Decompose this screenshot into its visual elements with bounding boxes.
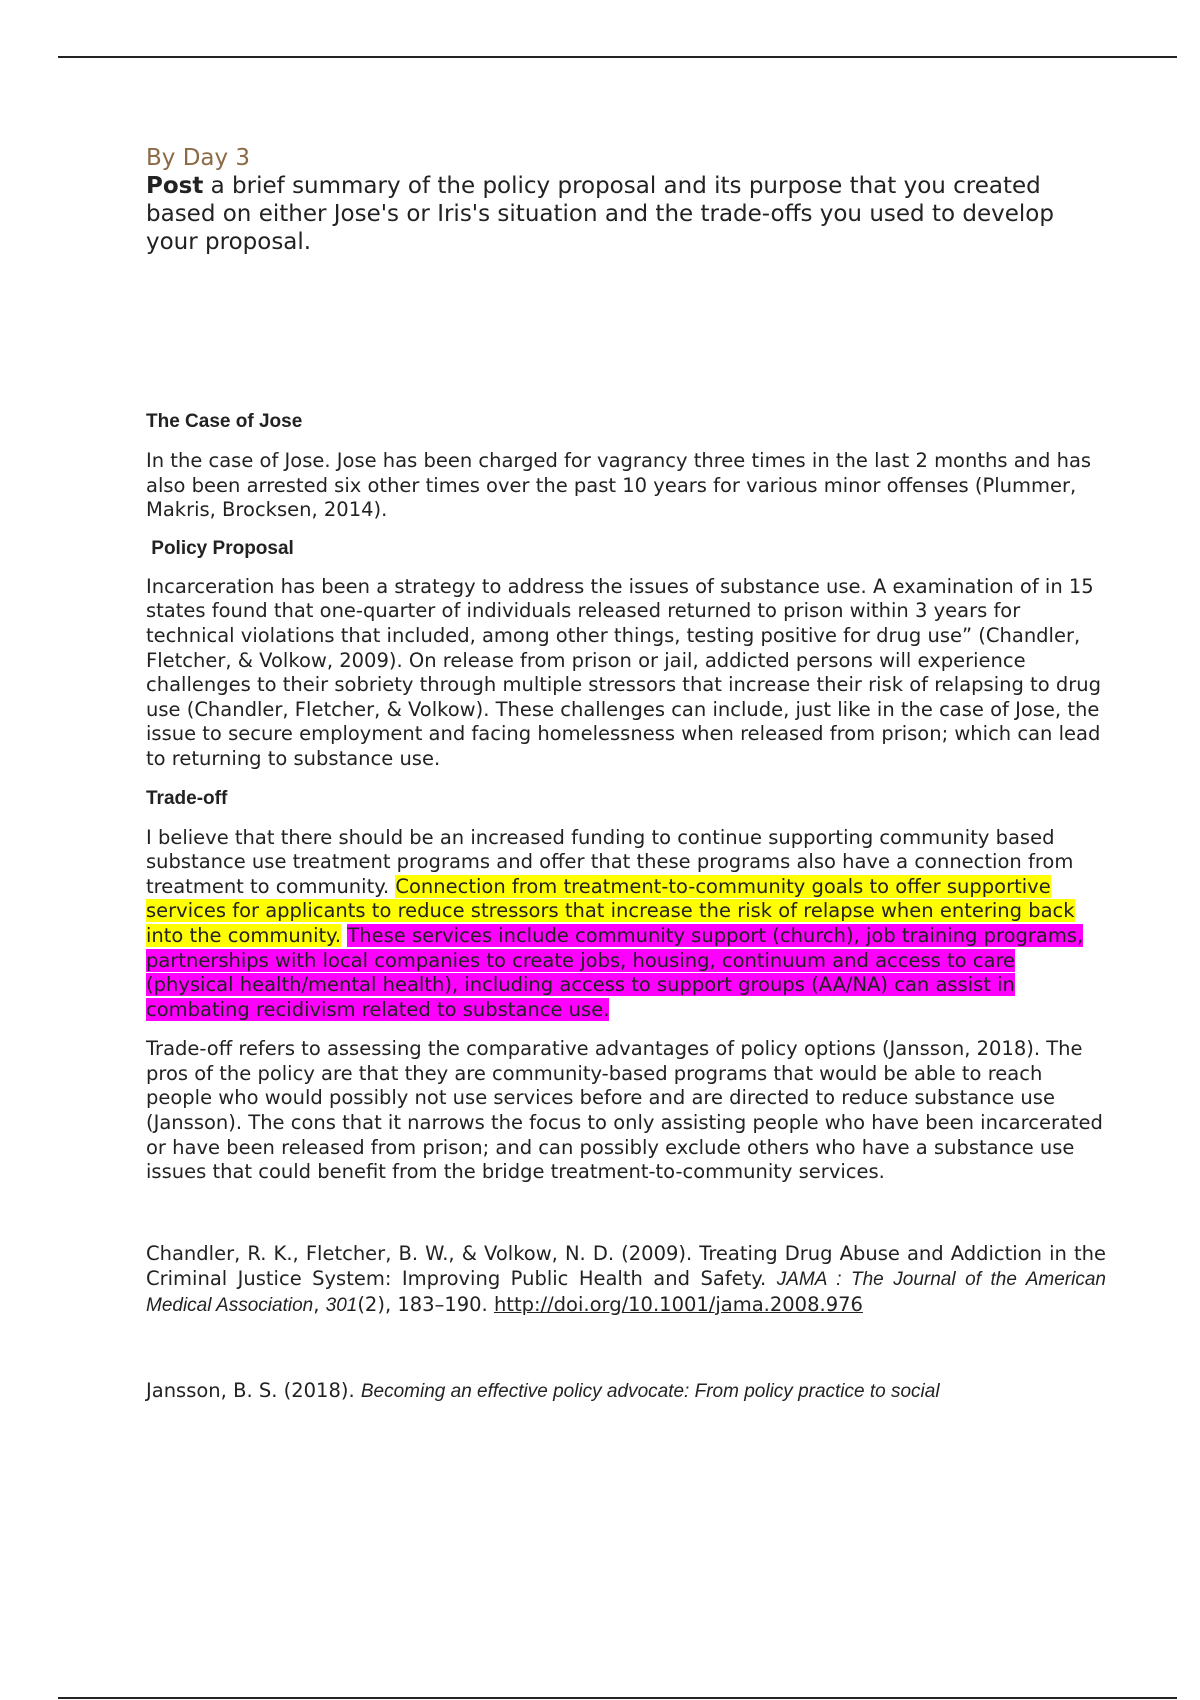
magenta-highlight: These services include community support (church), job training programs, partnerships with local companies to create jobs, housing, continuum and access to care (physical health/mental health), including access to support groups (AA/NA) can assist in combating recidivism related to substance use.	[146, 923, 1084, 1021]
assignment-title: By Day 3	[146, 145, 251, 171]
document-page	[146, 144, 1106, 1404]
tradeoff-heading: Trade-off	[146, 787, 228, 809]
reference-chandler-volume: 301	[325, 1294, 358, 1316]
top-rule	[58, 56, 1177, 58]
reference-chandler-tail: (2), 183–190.	[357, 1292, 494, 1316]
assignment-bold-lead: Post	[146, 173, 204, 199]
yellow-highlight: Connection from treatment-to-community goals to offer supportive services for applicants to reduce stressors that increase the risk of relapse when entering back into the community.	[146, 874, 1075, 947]
assignment-instruction-text: a brief summary of the policy proposal and its purpose that you created based on either Jose's or Iris's situation and the trade-offs you used to develop your proposal.	[146, 173, 1054, 255]
assignment-instruction	[146, 172, 1106, 256]
reference-jansson	[146, 1378, 1106, 1404]
reference-chandler-lead: Chandler, R. K., Fletcher, B. W., & Volkow, N. D. (2009). Treating Drug Abuse and Addiction in the Criminal Justice System: Improving Public Health and Safety.	[146, 1241, 1106, 1290]
tradeoff-text: I believe that there should be an increased funding to continue supporting community based substance use treatment programs and offer that these programs also have a connection from treatment to community.	[146, 825, 1074, 898]
reference-chandler-mid: ,	[313, 1292, 326, 1316]
policy-paragraph: Incarceration has been a strategy to address the issues of substance use. A examination of in 15 states found that one-quarter of individuals released returned to prison within 3 years for technical violations that included, among other things, testing positive for drug use” (Chandler, Fletcher, & Volkow, 2009). On release from prison or jail, addicted persons will experience challenges to their sobriety through multiple stressors that increase their risk of relapsing to drug use (Chandler, Fletcher, & Volkow). These challenges can include, just like in the case of Jose, the issue to secure employment and facing homelessness when released from prison; which can lead to returning to substance use.	[146, 574, 1101, 770]
bottom-rule	[58, 1697, 1177, 1699]
case-paragraph: In the case of Jose. Jose has been charged for vagrancy three times in the last 2 months and has also been arrested six other times over the past 10 years for various minor offenses (Plummer, Makris, Brocksen, 2014).	[146, 449, 1092, 522]
reference-chandler-journal: JAMA : The Journal of the American Medical Association	[146, 1268, 1106, 1316]
policy-heading: Policy Proposal	[146, 537, 294, 559]
case-heading: The Case of Jose	[146, 411, 303, 432]
tradeoff-analysis-paragraph: Trade-off refers to assessing the comparative advantages of policy options (Jansson, 2018). The pros of the policy are that they are community-based programs that would be able to reach people who would possibly not use services before and are directed to reduce substance use (Jansson). The cons that it narrows the focus to only assisting people who have been incarcerated or have been released from prison; and can possibly exclude others who have a substance use issues that could benefit from the bridge treatment-to-community services.	[146, 1037, 1103, 1184]
assignment-block	[146, 144, 1106, 256]
reference-chandler	[146, 1241, 1106, 1318]
tradeoff-paragraph	[146, 826, 1106, 1023]
reference-jansson-book: Becoming an effective policy advocate: From policy practice to social	[360, 1380, 940, 1402]
reference-jansson-lead: Jansson, B. S. (2018).	[146, 1378, 361, 1402]
doi-link[interactable]: http://doi.org/10.1001/jama.2008.976	[493, 1292, 863, 1316]
